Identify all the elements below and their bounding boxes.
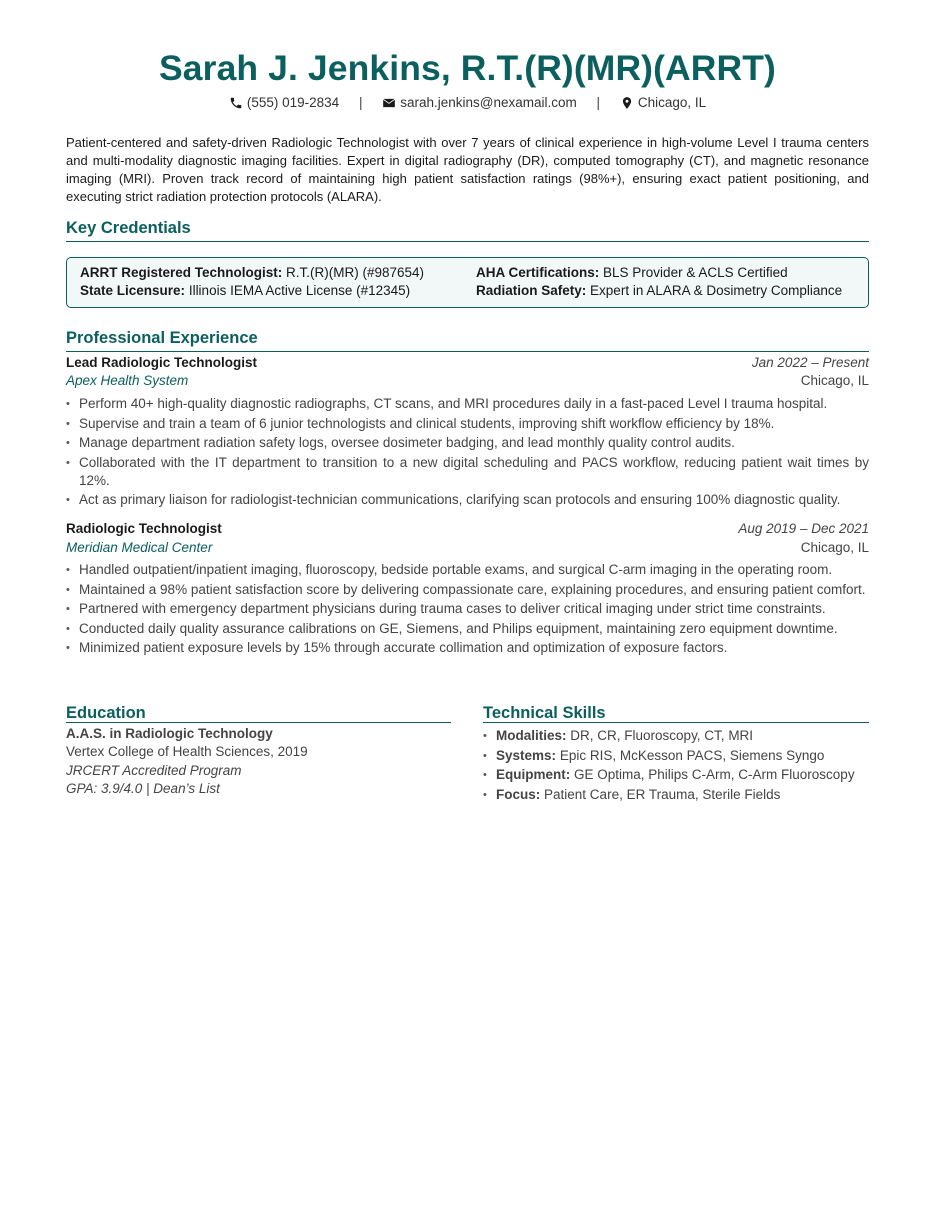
skill-label: Systems: (496, 747, 557, 763)
credential-value: BLS Provider & ACLS Certified (603, 265, 788, 280)
education-accreditation: JRCERT Accredited Program (66, 763, 242, 778)
list-item: • Maintained a 98% patient satisfaction score by delivering compassionate care, explaining procedures, and ensuring patient comfort. (66, 581, 869, 599)
section-divider (483, 722, 869, 723)
job-bullets (66, 395, 869, 509)
skill-equipment (483, 766, 869, 784)
credential-value: Illinois IEMA Active License (#12345) (188, 283, 411, 298)
contact-email[interactable] (382, 94, 577, 112)
section-title-education: Education (66, 704, 146, 722)
credential-label: ARRT Registered Technologist: (80, 265, 283, 280)
professional-summary: Patient-centered and safety-driven Radiologic Technologist with over 7 years of clinical experience in high-volume Level I trauma centers and multi-modality diagnostic imaging facilities. Expert in digital radiography (DR), computed tomography (CT), and magnetic resonance imaging (MRI). Proven track record of maintaining high patient satisfaction ratings (98%+), ensuring exact patient positioning, and executing strict radiation protection protocols (ALARA). (66, 135, 869, 204)
job-dates: Jan 2022 – Present (751, 355, 869, 370)
list-item: • Conducted daily quality assurance calibrations on GE, Siemens, and Philips equipment, maintaining zero equipment downtime. (66, 620, 869, 638)
section-divider (66, 722, 451, 723)
section-title-skills: Technical Skills (483, 704, 606, 722)
section-divider (66, 351, 869, 352)
contact-phone (229, 94, 339, 112)
credential-aha (476, 264, 788, 282)
skill-value: GE Optima, Philips C-Arm, C-Arm Fluoroscopy (574, 767, 855, 783)
skills-list (483, 727, 869, 805)
skill-systems (483, 747, 869, 765)
job-dates: Aug 2019 – Dec 2021 (738, 521, 869, 536)
section-title-credentials: Key Credentials (66, 219, 191, 237)
email-text[interactable]: sarah.jenkins@nexamail.com (400, 95, 577, 111)
contact-separator: | (596, 95, 601, 110)
list-item: • Perform 40+ high-quality diagnostic radiographs, CT scans, and MRI procedures daily in a fast-paced Level I trauma hospital. (66, 395, 869, 413)
credential-state-licensure (80, 282, 410, 300)
list-item: • Act as primary liaison for radiologist-technician communications, clarifying scan protocols and ensuring 100% diagnostic quality. (66, 491, 869, 509)
credential-label: Radiation Safety: (476, 283, 587, 298)
section-divider (66, 241, 869, 242)
list-item: • Handled outpatient/inpatient imaging, fluoroscopy, bedside portable exams, and surgical C-arm imaging in the operating room. (66, 561, 869, 579)
contact-line (0, 94, 935, 112)
envelope-icon (382, 96, 396, 110)
skill-label: Modalities: (496, 728, 567, 743)
skill-modalities (483, 727, 869, 745)
job-organization: Meridian Medical Center (66, 540, 213, 555)
contact-location (620, 94, 706, 112)
credentials-box (66, 257, 869, 308)
job-title: Lead Radiologic Technologist (66, 355, 258, 370)
list-item: • Partnered with emergency department physicians during trauma cases to deliver critical imaging under strict time constraints. (66, 600, 869, 618)
credential-arrt (80, 264, 424, 282)
skill-label: Equipment: (496, 767, 571, 783)
job-location: Chicago, IL (800, 373, 869, 388)
contact-separator: | (358, 95, 363, 110)
job-organization: Apex Health System (66, 373, 189, 388)
skill-value: DR, CR, Fluoroscopy, CT, MRI (570, 728, 754, 743)
credential-label: State Licensure: (80, 283, 186, 298)
list-item: • Manage department radiation safety logs, oversee dosimeter badging, and lead monthly quality control audits. (66, 434, 869, 452)
list-item: • Minimized patient exposure levels by 15% through accurate collimation and optimization of exposure factors. (66, 639, 869, 657)
education-gpa: GPA: 3.9/4.0 | Dean’s List (66, 781, 220, 796)
job-title: Radiologic Technologist (66, 521, 222, 536)
credential-radiation-safety (476, 282, 842, 300)
list-item: • Supervise and train a team of 6 junior technologists and clinical students, improving shift workflow efficiency by 18%. (66, 415, 869, 433)
credential-value: R.T.(R)(MR) (#987654) (286, 265, 425, 280)
job-location: Chicago, IL (800, 540, 869, 555)
skill-focus (483, 786, 869, 804)
education-degree: A.A.S. in Radiologic Technology (66, 726, 273, 741)
phone-icon (229, 96, 243, 110)
map-pin-icon (620, 96, 634, 110)
phone-text: (555) 019-2834 (246, 95, 340, 111)
credential-label: AHA Certifications: (476, 265, 600, 280)
section-title-experience: Professional Experience (66, 329, 258, 347)
skill-value: Epic RIS, McKesson PACS, Siemens Syngo (559, 747, 825, 763)
skill-value: Patient Care, ER Trauma, Sterile Fields (544, 786, 781, 802)
skill-label: Focus: (496, 786, 541, 802)
credential-value: Expert in ALARA & Dosimetry Compliance (590, 283, 843, 298)
job-bullets (66, 561, 869, 657)
location-text: Chicago, IL (637, 95, 707, 111)
candidate-name: Sarah J. Jenkins, R.T.(R)(MR)(ARRT) (159, 48, 776, 88)
education-school: Vertex College of Health Sciences, 2019 (66, 744, 308, 759)
list-item: • Collaborated with the IT department to transition to a new digital scheduling and PACS workflow, reducing patient wait times by 12%. (66, 454, 869, 490)
